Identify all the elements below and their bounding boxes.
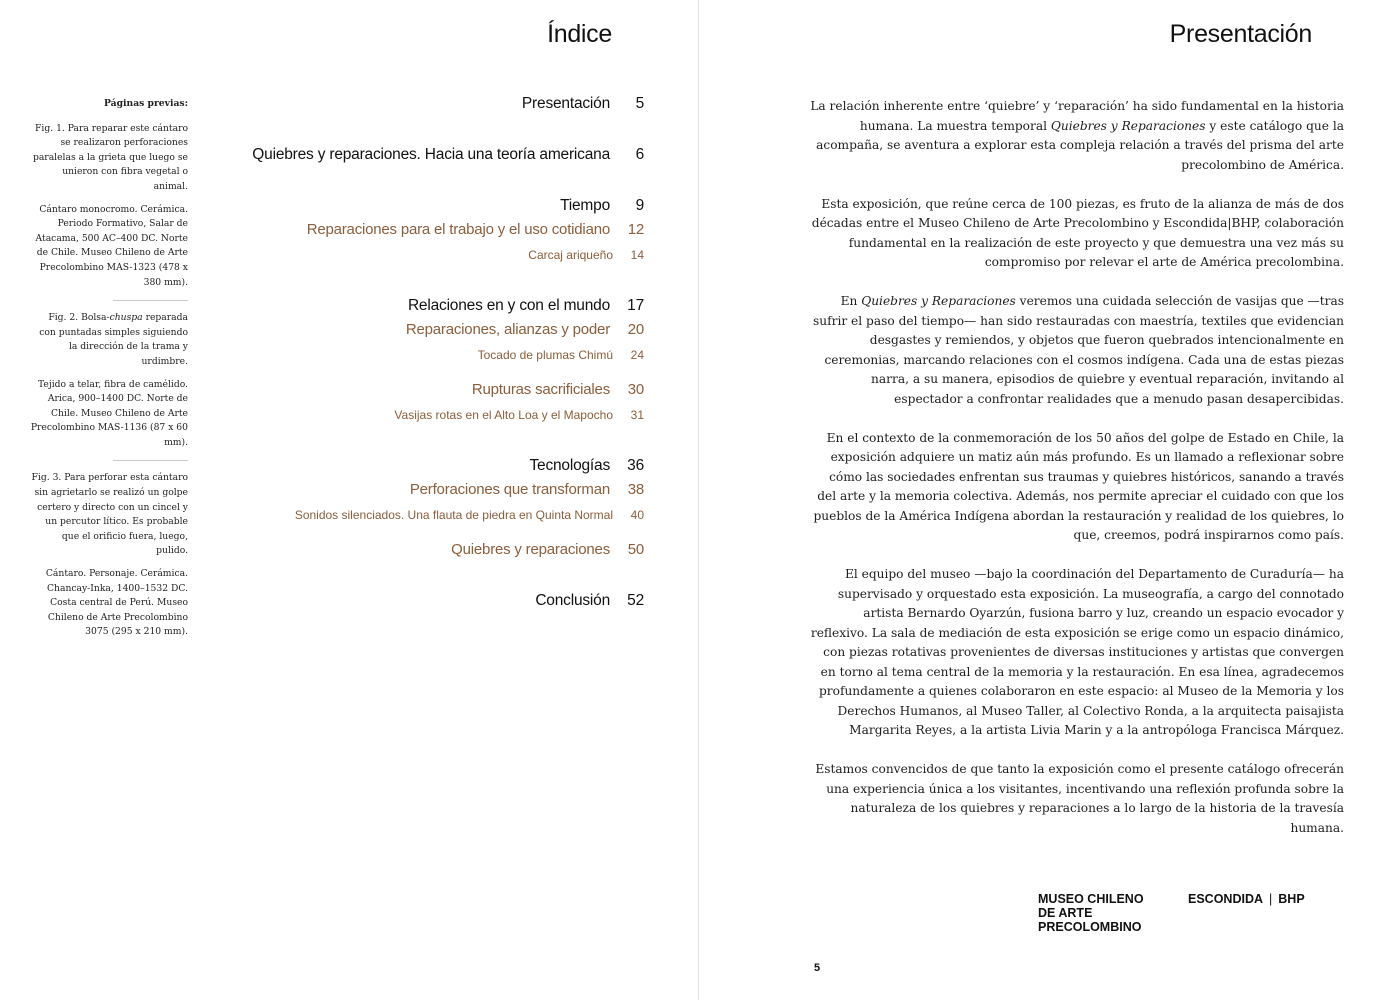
- toc-entry-label: Tocado de plumas Chimú: [477, 348, 613, 362]
- page-title-presentacion: Presentación: [1169, 20, 1312, 48]
- toc-entry-page: 6: [635, 146, 644, 163]
- toc-entry[interactable]: [307, 221, 644, 238]
- toc-entry-page: 9: [635, 197, 644, 214]
- caption-divider: [113, 460, 188, 461]
- museo-chileno-logo: [1038, 892, 1144, 934]
- toc-entry-label: Conclusión: [535, 592, 610, 609]
- caption-divider: [113, 300, 188, 301]
- toc-entry-label: Vasijas rotas en el Alto Loa y el Mapocho: [394, 408, 613, 422]
- toc-entry[interactable]: [451, 541, 644, 558]
- paragraph-text: veremos una cuidada selección de vasijas que —tras sufrir el paso del tiempo— han sido restauradas con maestría, textiles que evidencian desgastes y remiendos, y objetos que fueron quebrados intencionalmente en ceremonias, marcando relaciones con el cosmos indígena. Cada una de estas piezas narra, a su manera, episodios de quiebre y eventual reparación, invitando al espectador a confrontar realidades que a menudo pasan desapercibidas.: [813, 294, 1344, 406]
- toc-entry-page: 50: [627, 541, 644, 558]
- toc-entry-label: Quiebres y reparaciones. Hacia una teoría americana: [252, 146, 610, 163]
- fig3-details: Cántaro. Personaje. Cerámica. Chancay-Inka, 1400–1532 DC. Costa central de Perú. Museo Chileno de Arte Precolombino 3075 (295 x 210 mm).: [45, 568, 188, 638]
- toc-entry-page: 52: [627, 592, 644, 609]
- logo-line: DE ARTE: [1038, 906, 1093, 920]
- toc-entry[interactable]: [410, 481, 644, 498]
- toc-entry[interactable]: [522, 95, 644, 113]
- logo-line: MUSEO CHILENO: [1038, 892, 1144, 906]
- logo-separator: |: [1269, 892, 1273, 906]
- toc-entry-page: 17: [627, 297, 644, 314]
- bhp-wordmark: BHP: [1278, 892, 1305, 906]
- toc-entry[interactable]: [528, 248, 644, 262]
- table-of-contents: [240, 0, 644, 700]
- toc-entry-label: Tecnologías: [529, 457, 610, 474]
- toc-entry-label: Reparaciones para el trabajo y el uso cotidiano: [306, 221, 610, 238]
- toc-entry[interactable]: [478, 348, 644, 362]
- presentation-body: [809, 97, 1344, 858]
- page-title-indice: Índice: [547, 20, 612, 48]
- toc-entry[interactable]: [295, 508, 644, 522]
- toc-entry[interactable]: [408, 297, 644, 315]
- toc-entry-page: 38: [627, 481, 644, 498]
- escondida-bhp-logo: [1188, 892, 1305, 906]
- toc-entry-label: Quiebres y reparaciones: [451, 541, 610, 558]
- exhibition-title-italic: Quiebres y Reparaciones: [1050, 118, 1206, 133]
- figure-captions-sidebar: [30, 97, 188, 648]
- paragraph: [809, 97, 1344, 175]
- logo-line: PRECOLOMBINO: [1038, 920, 1142, 934]
- toc-entry-page: 36: [627, 457, 644, 474]
- paragraph: En el contexto de la conmemoración de los 50 años del golpe de Estado en Chile, la exposición adquiere un matiz aún más profundo. Es un llamado a reflexionar sobre cómo las sociedades enfrentan sus traumas y quiebres históricos, sanando a través del arte y la memoria colectiva. Además, nos permite apreciar el cuidado con que los pueblos de la América Indígena abordan la restauración y realidad de los quiebres, lo que, creemos, podrá inspirarnos como país.: [813, 430, 1344, 542]
- fig2-caption-text: reparada con puntadas simples siguiendo la dirección de la trama y urdimbre.: [39, 312, 188, 367]
- paragraph-text: La relación inherente entre ‘quiebre’ y ‘reparación’ ha sido fundamental en la historia humana. La muestra temporal: [810, 99, 1344, 133]
- fig1-details: Cántaro monocromo. Cerámica. Periodo Formativo, Salar de Atacama, 500 AC–400 DC. Norte de Chile. Museo Chileno de Arte Precolombino MAS-1323 (478 x 380 mm).: [35, 203, 188, 288]
- toc-entry-page: 12: [627, 221, 644, 238]
- toc-entry-label: Presentación: [521, 95, 610, 112]
- toc-entry[interactable]: [406, 321, 644, 338]
- paragraph: Esta exposición, que reúne cerca de 100 piezas, es fruto de la alianza de más de dos décadas entre el Museo Chileno de Arte Precolombino y Escondida|BHP, colaboración fundamental en la realización de este proyecto y que demuestra una vez más su compromiso por relevar el arte de América precolombina.: [811, 196, 1344, 269]
- right-page: [699, 0, 1396, 1000]
- toc-entry-page: 20: [627, 321, 644, 338]
- toc-entry[interactable]: [394, 408, 644, 422]
- fig3-caption: Fig. 3. Para perforar esta cántaro sin agrietarlo se realizó un golpe certero y directo con un cincel y un percutor lítico. Es probable que el orificio fuera, luego, pulido.: [31, 472, 188, 557]
- page-number: 5: [814, 962, 821, 974]
- fig1-caption: Fig. 1. Para reparar este cántaro se realizaron perforaciones paralelas a la grieta que luego se unieron con fibra vegetal o animal.: [32, 122, 188, 192]
- toc-entry[interactable]: [252, 146, 644, 164]
- toc-entry-label: Rupturas sacrificiales: [471, 381, 610, 398]
- toc-entry-label: Perforaciones que transforman: [409, 481, 610, 498]
- toc-entry-label: Reparaciones, alianzas y poder: [405, 321, 610, 338]
- toc-entry[interactable]: [535, 592, 644, 610]
- paragraph: Estamos convencidos de que tanto la exposición como el presente catálogo ofrecerán una experiencia única a los visitantes, incentivando una reflexión profunda sobre la naturaleza de los quiebres y reparaciones a lo largo de la historia de la travesía humana.: [815, 762, 1344, 835]
- toc-entry[interactable]: [560, 197, 644, 215]
- fig2-caption-italic: chuspa: [109, 312, 143, 324]
- toc-entry-page: 5: [635, 95, 644, 112]
- toc-entry-page: 31: [630, 408, 644, 422]
- toc-entry-page: 30: [627, 381, 644, 398]
- toc-entry-label: Relaciones en y con el mundo: [407, 297, 610, 314]
- toc-entry-page: 40: [630, 508, 644, 522]
- paragraph-text: En: [840, 294, 862, 308]
- paragraph-text: y este catálogo que la acompaña, se aventura a explorar esta compleja relación a través del prisma del arte precolombino de América.: [816, 118, 1344, 172]
- toc-entry-page: 14: [630, 248, 644, 262]
- fig2-caption-text: Fig. 2. Bolsa-: [48, 312, 110, 324]
- toc-entry-page: 24: [630, 348, 644, 362]
- toc-entry[interactable]: [529, 457, 644, 475]
- toc-entry-label: Carcaj ariqueño: [528, 248, 613, 262]
- exhibition-title-italic: Quiebres y Reparaciones: [861, 294, 1016, 308]
- toc-entry[interactable]: [472, 381, 644, 398]
- fig2-details: Tejido a telar, fibra de camélido. Arica, 900–1400 DC. Norte de Chile. Museo Chileno de Arte Precolombino MAS-1136 (87 x 60 mm).: [30, 378, 188, 448]
- toc-entry-label: Sonidos silenciados. Una flauta de piedra en Quinta Normal: [294, 508, 613, 522]
- toc-entry-label: Tiempo: [560, 197, 610, 214]
- fig2-caption: [30, 311, 188, 369]
- sidebar-title: Páginas previas:: [104, 98, 188, 109]
- paragraph: [809, 292, 1344, 409]
- paragraph: El equipo del museo —bajo la coordinación del Departamento de Curaduría— ha supervisado y orquestado esta exposición. La museografía, a cargo del connotado artista Bernardo Oyarzún, fusiona barro y luz, creando un espacio evocador y reflexivo. La sala de mediación de esta exposición se erige como un espacio dinámico, con piezas rotativas provenientes de diversas instituciones y artistas que convergen en torno al tema central de la memoria y la restauración. En esa línea, agradecemos profundamente a quienes colaboraron en este espacio: al Museo de la Memoria y los Derechos Humanos, al Museo Taller, al Colectivo Ronda, a la arquitecta paisajista Margarita Reyes, a la artista Livia Marin y a la antropóloga Francisca Márquez.: [810, 567, 1344, 737]
- escondida-wordmark: ESCONDIDA: [1188, 892, 1264, 906]
